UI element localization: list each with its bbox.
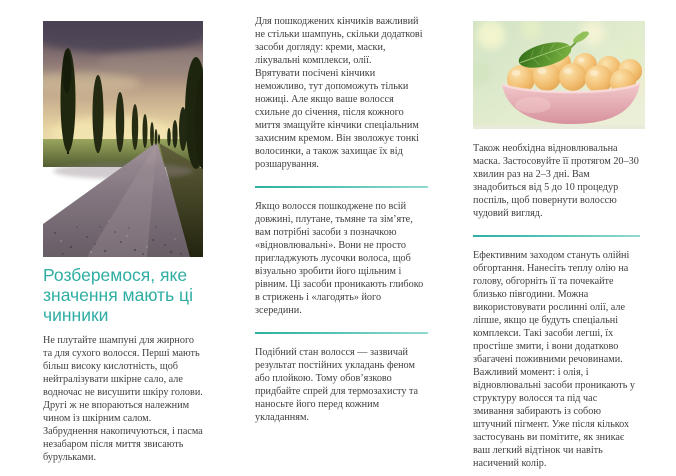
left-body-paragraph: Не плутайте шампуні для жирного та для сухого волосся. Перші мають більш високу кислотність, щоб нейтралізувати шкірне сало, але водночас не висушити шкіру голови. Другі ж не впораються належним чином із шкірним салом. Забруднення накопичуються, і пасма незабаром після миття звисають бурульками. <box>43 335 203 463</box>
middle-paragraph-3: Якщо волосся пошкоджене по всій довжині, плутане, тьмяне та зім’яте, вам потрібні засоби з позначкою «відновлювальні». Вони не просто пригладжують лусочки волоса, щоб візуально зробити його щільним і рівним. Ці засоби проникають глибоко в стрижень і «лагодять» його зсередини. <box>255 201 424 316</box>
fruit-bowl-photo <box>473 21 645 129</box>
cypress-road-photo <box>43 21 203 257</box>
left-panel <box>43 21 204 464</box>
right-paragraph-1: Також необхідна відновлювальна маска. Застосовуйте її протягом 20–30 хвилин раз на 2–3 дні. Вам знадобиться від 5 до 10 процедур поспіль, щоб повернути волоссю чудовий вигляд. <box>473 143 639 219</box>
right-panel <box>473 21 640 470</box>
teal-divider <box>255 186 428 188</box>
middle-panel <box>255 15 428 424</box>
teal-divider <box>255 332 428 334</box>
middle-paragraph-4: Подібний стан волосся — зазвичай результат постійних укладань феном або плойкою. Тому обов’язково придбайте спрей для термозахисту та наносьте його перед кожним укладанням. <box>255 347 419 423</box>
teal-divider <box>473 235 640 237</box>
middle-paragraph-2: Врятувати посічені кінчики неможливо, тут допоможуть тільки ножиці. Але якщо ваше волосся схильне до січення, після кожного миття змащуйте кінчики спеціальним захисним кремом. Він зволожує тонкі волосинки, а також захищає їх від розшарування. <box>255 68 419 170</box>
middle-paragraph-1: Для пошкоджених кінчиків важливий не стільки шампунь, скільки додаткові засоби догляду: креми, маски, лікувальні комплекси, олії. <box>255 16 423 66</box>
right-paragraph-2: Ефективним заходом стануть олійні обгортання. Нанесіть теплу олію на голову, обгорніть її та почекайте близько півгодини. Можна використовувати рослинні олії, але ліпше, якщо це будуть спеціальні комплекси. Такі засоби легші, їх простіше змити, і вони додатково збагачені поживними речовинами. Важливий момент: і олія, і відновлювальні засоби проникають у структуру волосся та під час змивання забирають із собою штучний пігмент. Уже після кількох застосувань ви помітите, як зникає ваш легкий відтінок чи навіть насичений колір. <box>473 250 636 469</box>
section-heading: Розберемося, яке значення мають ці чинники <box>43 265 193 325</box>
